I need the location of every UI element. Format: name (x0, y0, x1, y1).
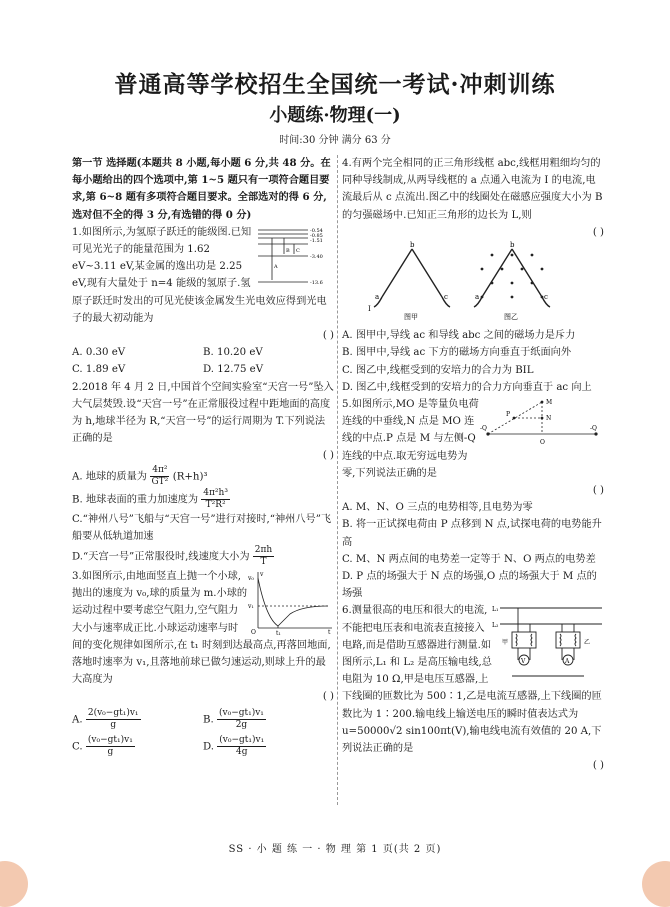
option-a (72, 465, 334, 488)
option-b: B. 将一正试探电荷由 P 点移到 N 点,试探电荷的电势能升高 (342, 519, 602, 548)
current-label: I (368, 305, 371, 314)
option-d: D. P 点的场强大于 N 点的场强,O 点的场强大于 M 点的场强 (342, 571, 597, 600)
denominator: g (110, 719, 117, 730)
label-negQ: -Q (480, 425, 487, 433)
charges-figure (480, 396, 604, 448)
numerator: (v₀−gt₁)v₁ (218, 707, 264, 718)
option-d: D. 图乙中,线框受到的安培力的合力方向垂直于 ac 向上 (342, 381, 592, 393)
question-2-text: 2.2018 年 4 月 2 日,中国首个空间实验室“天宫一号”坠入大气层焚毁.设“天宫一号”在正常服役过程中距地面的高度为 h,地球半径为 R,“天宫一号”的运行周期为 T.下列说法正确的是 (72, 381, 334, 445)
answer-paren: ( ) (322, 450, 334, 462)
corner-decoration-left (0, 861, 28, 907)
velocity-time-graph (248, 568, 334, 636)
answer-paren: ( ) (592, 760, 604, 772)
label-P: P (506, 411, 511, 419)
question-6 (342, 602, 604, 774)
section-heading: 第一节 选择题(本题共 8 小题,每小题 6 分,共 48 分。在每小题给出的四个选项中,第 1~5 题只有一项符合题目要求,第 6~8 题有多项符合题目要求。全部选对的得 6 分,选对但不全的得 3 分,有选错的得 0 分) (72, 157, 331, 221)
option-c: C. M、N 两点间的电势差一定等于 N、O 两点的电势差 (342, 553, 596, 565)
option-b (203, 708, 334, 731)
question-4-text: 4.有两个完全相同的正三角形线框 abc,线框用粗细均匀的同种导线制成,从两导线框的 a 点通入电流为 I 的电流,电流最后从 c 点流出.图乙中的线圈处在磁感应强度大小为 B 的匀强磁场中.已知正三角形的边长为 L,则 (342, 158, 603, 221)
point-c: c (444, 293, 448, 302)
option-d (203, 735, 334, 758)
label-L1: L₁ (492, 606, 499, 614)
option-c (72, 735, 203, 758)
numerator: 2πh (254, 545, 273, 556)
question-1 (72, 224, 334, 379)
option-d: D. 12.75 eV (203, 364, 264, 376)
numerator: (v₀−gt₁)v₁ (219, 734, 265, 745)
label-negQ: -Q (590, 425, 597, 433)
numerator: 4π² (152, 464, 168, 475)
label-N: N (546, 415, 552, 423)
question-5 (342, 396, 604, 602)
figure-label: 图乙 (504, 313, 518, 322)
option-label: A. (72, 714, 83, 726)
level-letter: A (274, 263, 278, 270)
transformer-circuit-figure (492, 602, 604, 686)
question-3 (72, 568, 334, 758)
point-a: a (375, 293, 380, 302)
fraction (217, 708, 266, 731)
fraction (217, 735, 266, 758)
numerator: 4π²h³ (203, 487, 228, 498)
point-b: b (510, 241, 515, 250)
axis-v-label: v (260, 571, 264, 579)
denominator: g (107, 746, 114, 757)
voltmeter-label: V (521, 658, 526, 666)
option-c: C. 图乙中,线框受到的安培力的合力为 BIL (342, 364, 534, 376)
point-c: c (544, 293, 548, 302)
fraction (86, 735, 135, 758)
label-yi: 乙 (584, 639, 591, 647)
question-3-text: 3.如图所示,由地面竖直上抛一个小球,抛出的速度为 v₀,球的质量为 m.小球的运动过程中要考虑空气阻力,空气阻力大小与速率成正比.小球运动速率与时间的变化规律如图所示,在 t₁ 时刻到达最高点,再落回地面,落地时速率为 v₁,且落地前球已做匀速运动,则球上升的最大高度为 (72, 571, 331, 686)
option-a: A. 0.30 eV (72, 347, 126, 359)
level-letter: C (296, 247, 300, 254)
numerator: (v₀−gt₁)v₁ (87, 734, 133, 745)
option-b: B. 10.20 eV (203, 347, 263, 359)
level-value: -0.85 (310, 232, 323, 239)
option-b: B. 图甲中,导线 ac 下方的磁场方向垂直于纸面向外 (342, 347, 572, 359)
ammeter-label: A (565, 658, 570, 666)
t1-label: t₁ (276, 630, 281, 637)
page-footer: SS · 小 题 练 一 · 物 理 第 1 页(共 2 页) (228, 844, 442, 855)
figure-label: 图甲 (404, 313, 418, 322)
option-d-prefix: D.“天宫一号”正常服役时,线速度大小为 (72, 551, 250, 563)
origin-label: O (251, 629, 256, 637)
option-label: D. (203, 741, 215, 753)
level-value: -1.51 (310, 237, 323, 244)
right-column (342, 155, 604, 775)
option-a (72, 708, 203, 731)
level-letter: B (286, 247, 290, 254)
option-a: A. 图甲中,导线 ac 和导线 abc 之间的磁场力是斥力 (342, 330, 576, 342)
question-5-text: 5.如图所示,MO 是等量负电荷连线的中垂线,N 点是 MO 连线的中点.P 点是 M 与左侧-Q 连线的中点.取无穷远电势为零,下列说法正确的是 (342, 399, 479, 479)
denominator: T (260, 557, 267, 568)
denominator: T²R² (205, 499, 226, 510)
fraction (150, 465, 169, 488)
corner-decoration-right (642, 861, 670, 907)
column-divider (337, 155, 338, 805)
time-score-line: 时间:30 分钟 满分 63 分 (279, 135, 391, 146)
page-subtitle: 小题练·物理(一) (269, 105, 401, 126)
page-title: 普通高等学校招生全国统一考试·冲刺训练 (114, 71, 556, 98)
left-column (72, 155, 334, 758)
option-c: C.“神州八号”飞船与“天宫一号”进行对接时,“神州八号”飞船要从低轨道加速 (72, 513, 332, 542)
point-b: b (410, 241, 415, 250)
triangle-frames-figure (342, 241, 604, 321)
question-6-text: 6.测量很高的电压和很大的电流,不能把电压表和电流表直接接入电路,而是借助互感器进行测量.如图所示,L₁ 和 L₂ 是高压输电线,总电阻为 10 Ω,甲是电压互感器,上下线圈的匝数比为 500∶1,乙是电流互感器,上下线圈的匝数比为 1∶200.输电线上输送电压的瞬时值表达式为 u=50000√2 sin100πt(V),输电线电流有效值的 20 A,下列说法正确的是 (342, 605, 602, 755)
option-c: C. 1.89 eV (72, 364, 126, 376)
option-a-prefix: A. 地球的质量为 (72, 471, 147, 483)
v1-label: v₁ (248, 603, 254, 611)
fraction (253, 545, 274, 568)
option-label: B. (203, 714, 214, 726)
v0-label: v₀ (248, 575, 254, 583)
level-value: -3.40 (310, 253, 323, 260)
option-a: A. M、N、O 三点的电势相等,且电势为零 (342, 502, 533, 514)
denominator: GT² (151, 476, 169, 487)
label-L2: L₂ (492, 622, 499, 630)
denominator: 2g (235, 719, 248, 730)
answer-paren: ( ) (322, 691, 334, 703)
level-value: -0.54 (310, 227, 323, 234)
label-O: O (540, 439, 545, 447)
denominator: 4g (236, 746, 248, 757)
option-d (72, 545, 334, 568)
numerator: 2(v₀−gt₁)v₁ (87, 707, 139, 718)
question-1-text: 1.如图所示,为氢原子跃迁的能级图.已知可见光光子的能量范围为 1.62 eV~3.11 eV,某金属的逸出功是 2.25 eV,现有大量处于 n=4 能级的氢原子.氢原子跃迁时发出的可见光使该金属发生光电效应得到光电子的最大初动能为 (72, 226, 327, 324)
answer-paren: ( ) (592, 226, 604, 238)
option-b (72, 488, 334, 511)
answer-paren: ( ) (322, 330, 334, 342)
point-a: a (475, 293, 480, 302)
level-value: -13.6 (310, 279, 323, 286)
option-a-suffix: (R+h)³ (172, 471, 208, 483)
label-jia: 甲 (502, 639, 509, 647)
axis-t-label: t (328, 629, 331, 637)
option-label: C. (72, 741, 83, 753)
label-M: M (546, 399, 553, 407)
answer-paren: ( ) (592, 485, 604, 497)
fraction (201, 488, 230, 511)
question-2 (72, 379, 334, 568)
question-4 (342, 155, 604, 396)
option-b-prefix: B. 地球表面的重力加速度为 (72, 494, 199, 506)
fraction (86, 708, 141, 731)
energy-level-diagram (256, 224, 334, 288)
